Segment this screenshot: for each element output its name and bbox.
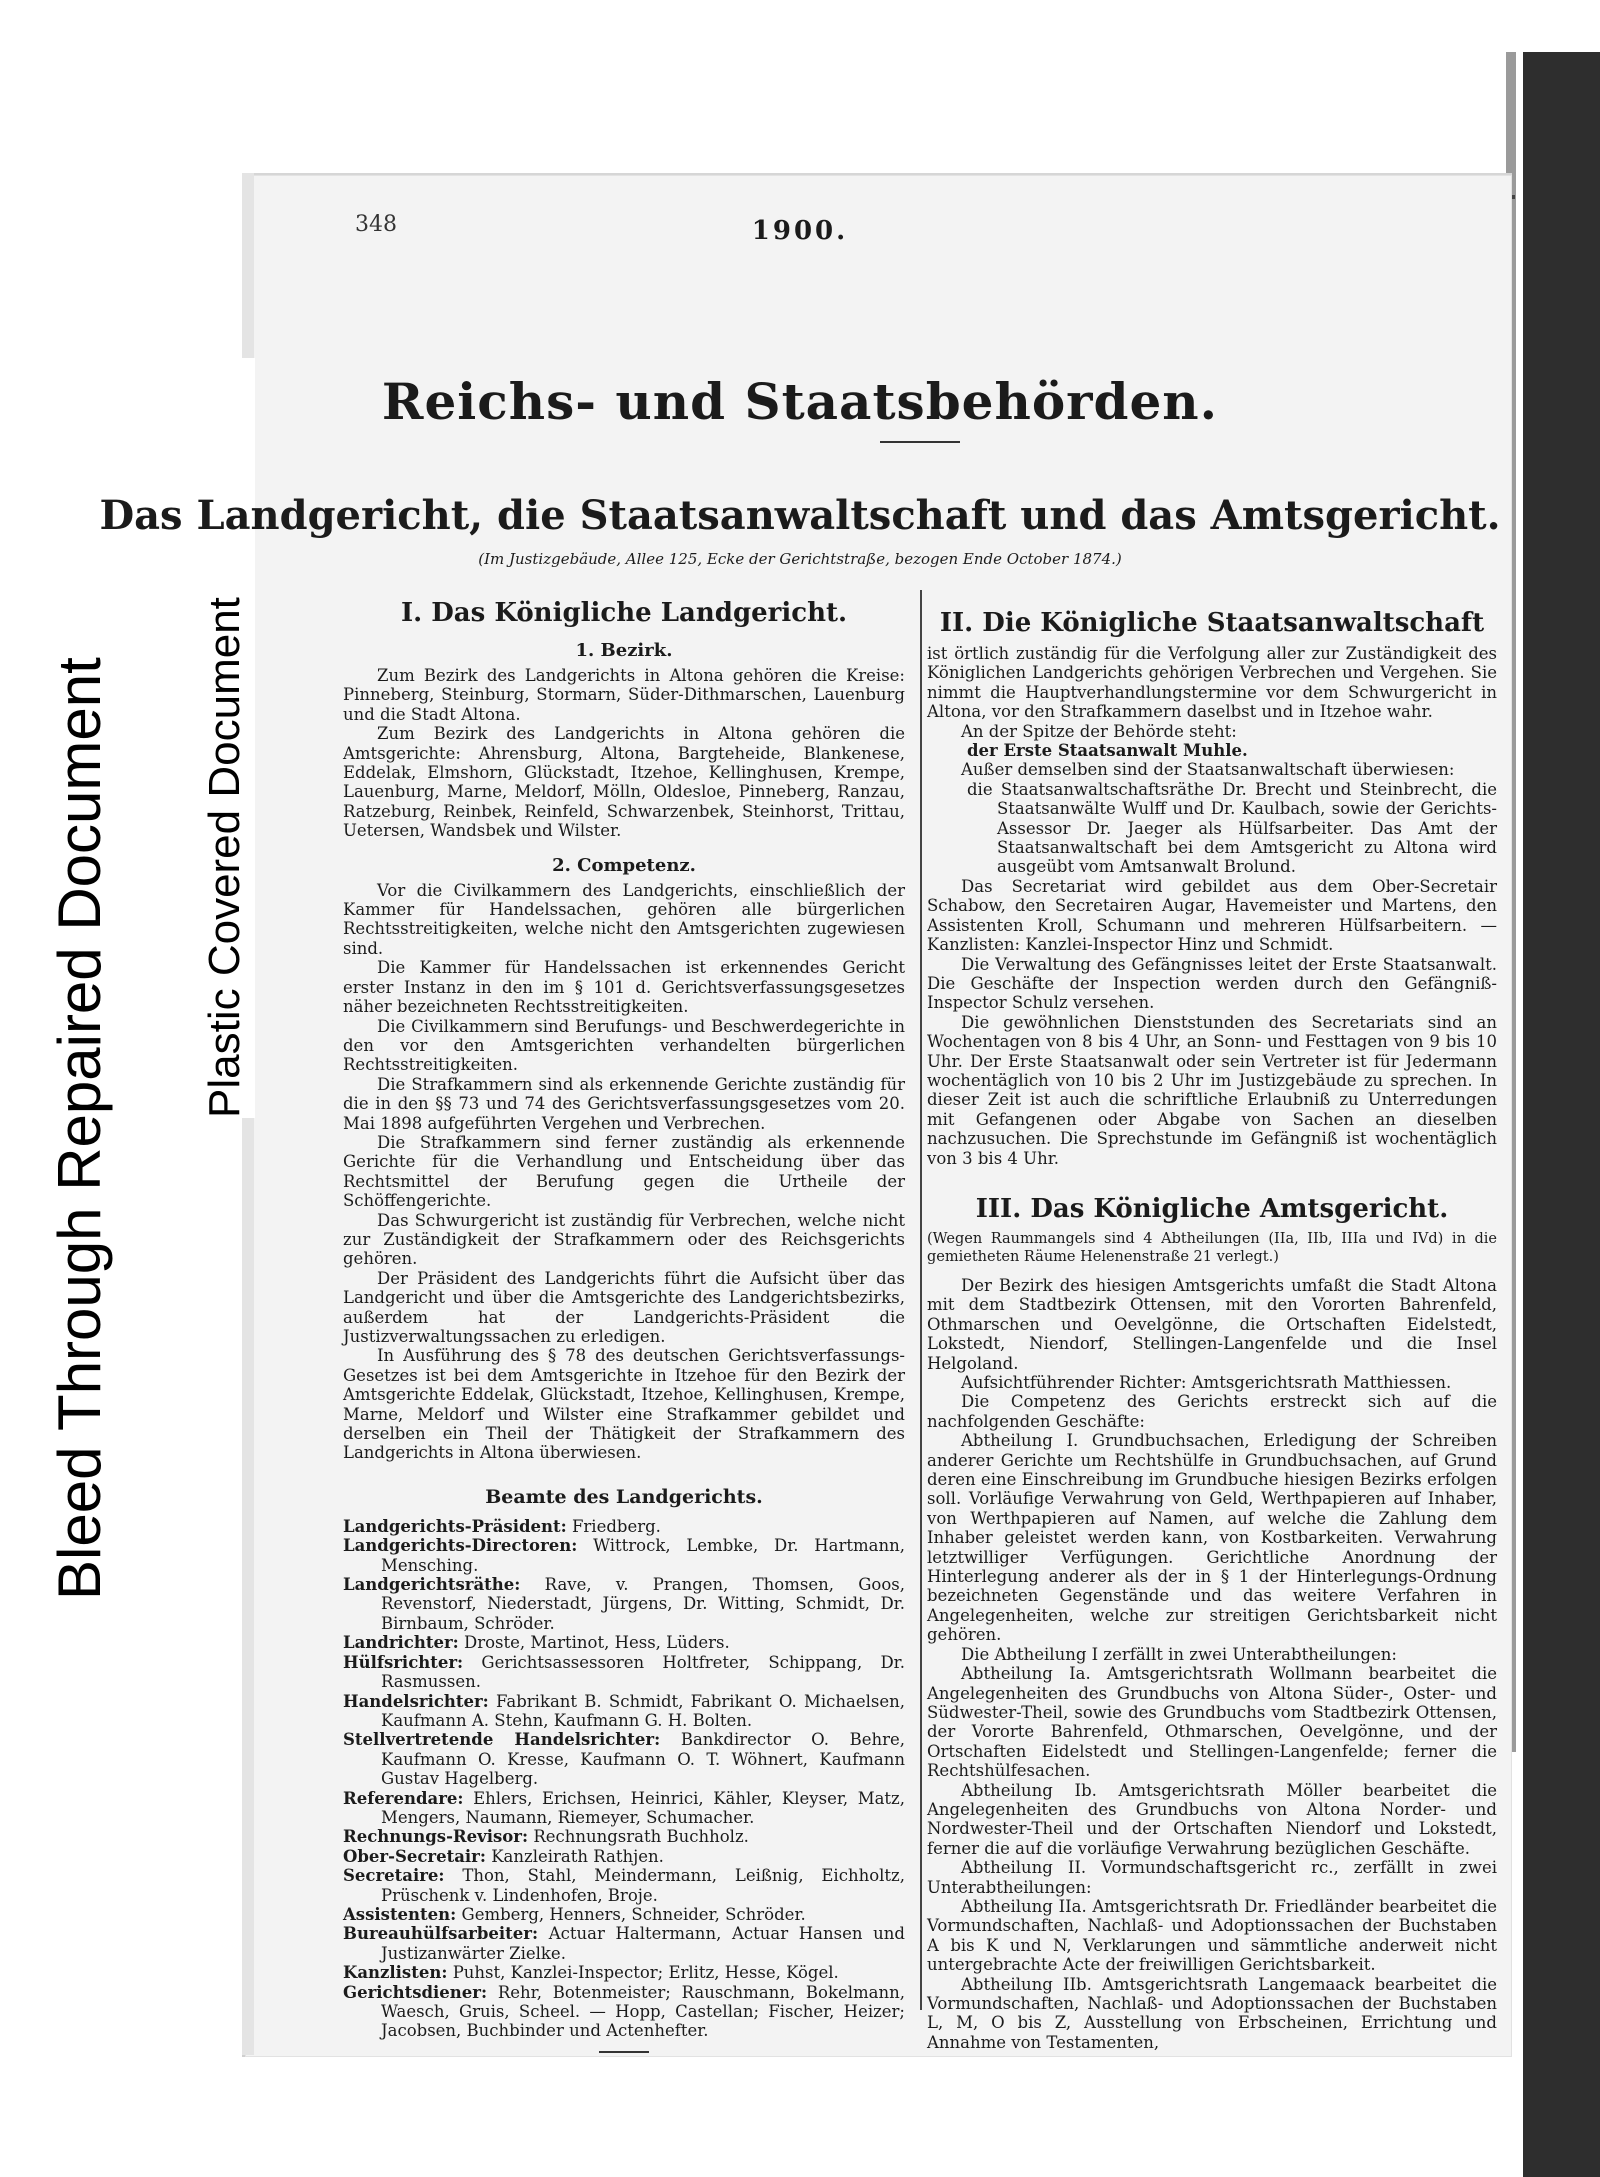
paragraph: Abtheilung IIa. Amtsgerichtsrath Dr. Friedländer bearbeitet die Vormundschaften, Nachlaß- und Adoptionssachen der Buchstaben A bis K und N, Verklarungen und sämmtliche anderweit nicht untergebrachte Acte der freiwilligen Gerichtsbarkeit. [927,1896,1497,1975]
paragraph: Abtheilung I. Grundbuchsachen, Erledigung der Schreiben anderer Gerichte um Rechtshülfe in Grundbuchsachen, auf Grund deren eine Einschreibung im Grundbuche hiesigen Bezirks erfolgen soll. Vorläufige Verwahrung von Geld, Werthpapieren auf Inhaber, von Werthpapieren auf Namen, auf welche die Zahlung dem Inhaber geleistet werden kann, von Kostbarkeiten. Verwahrung letztwilliger Verfügungen. Gerichtliche Anordnung der Hinterlegung anderer als der in § 1 der Hinterlegungs-Ordnung bezeichneten Gegenstände und das weitere Verfahren in Angelegenheiten, welche zur streitigen Gerichtsbarkeit nicht gehören. [927,1431,1497,1645]
section-note: (Im Justizgebäude, Allee 125, Ecke der Gerichtstraße, bezogen Ende October 1874.) [478,550,1122,568]
competenz-heading: 2. Competenz. [552,854,696,876]
staff-entry: Landgerichts-Directoren: Wittrock, Lembke, Dr. Hartmann, Mensching. [343,1536,905,1575]
staff-entry: Secretaire: Thon, Stahl, Meindermann, Leißnig, Eichholtz, Prüschenk v. Lindenhofen, Broje. [343,1866,905,1905]
side-label-inner: Plastic Covered Document [195,358,255,1118]
paragraph: Das Schwurgericht ist zuständig für Verbrechen, welche nicht zur Zuständigkeit der Strafkammern oder des Reichsgerichts gehören. [343,1210,905,1269]
paragraph: Abtheilung IIb. Amtsgerichtsrath Langemaack bearbeitet die Vormundschaften, Nachlaß- und Adoptionssachen der Buchstaben L, M, O bis Z, Ausstellung von Erbscheinen, Errichtung und Annahme von Testamenten, [927,1974,1497,2052]
staff-entry: Stellvertretende Handelsrichter: Bankdirector O. Behre, Kaufmann O. Kresse, Kaufmann O. T. Wöhnert, Kaufmann Gustav Hagelberg. [343,1730,906,1789]
landgericht-heading: I. Das Königliche Landgericht. [400,598,848,628]
staff-entry: Referendare: Ehlers, Erichsen, Heinrici, Kähler, Kleyser, Matz, Mengers, Naumann, Riemeyer, Schumacher. [343,1788,905,1827]
paragraph: Außer demselben sind der Staatsanwaltschaft überwiesen: [961,760,1455,780]
page-year: 1900. [751,216,849,246]
staff-entry: Ober-Secretair: Kanzleirath Rathjen. [343,1846,664,1866]
staatsanwaltschaft-heading: II. Die Königliche Staatsanwaltschaft [939,608,1485,638]
paragraph: Die Strafkammern sind als erkennende Gerichte zuständig für die in den §§ 73 und 74 des Gerichtsverfassungsgesetzes vom 20. Mai 1898 aufgeführten Vergehen und Verbrechen. [343,1074,905,1133]
page-number: 348 [355,212,397,237]
paragraph: ist örtlich zuständig für die Verfolgung aller zur Zuständigkeit des Königlichen Landgerichts gehörigen Verbrechen und Vergehen. Sie nimmt die Hauptverhandlungstermine vor dem Schwurgericht in Altona, vor den Strafkammern daselbst und in Itzehoe wahr. [927,644,1497,722]
end-divider [599,2051,649,2053]
paragraph: Das Secretariat wird gebildet aus dem Ober-Secretair Schabow, den Secretairen Augar, Havemeister und Martens, den Assistenten Kroll, Schumann und mehreren Hülfsarbeitern. — Kanzlisten: Kanzlei-Inspector Hinz und Schmidt. [927,876,1497,955]
amtsgericht-heading: III. Das Königliche Amtsgericht. [975,1193,1449,1224]
staff-entry: Landgerichtsräthe: Rave, v. Prangen, Thomsen, Goos, Revenstorf, Niederstadt, Jürgens, Dr. Witting, Schmidt, Dr. Birnbaum, Schröder. [343,1575,905,1633]
paragraph: Die Abtheilung I zerfällt in zwei Unterabtheilungen: [961,1644,1397,1664]
staff-entry: Handelsrichter: Fabrikant B. Schmidt, Fabrikant O. Michaelsen, Kaufmann A. Stehn, Kaufmann G. H. Bolten. [343,1691,905,1730]
paragraph: der Erste Staatsanwalt Muhle. [967,741,1248,761]
paragraph: Abtheilung Ib. Amtsgerichtsrath Möller bearbeitet die Angelegenheiten des Grundbuchs von Altona Norder- und Nordwester-Theil und der Ortschaften Niendorf und Lokstedt, ferner die auf die vorläufige Verwahrung bezüglichen Geschäfte. [927,1780,1497,1858]
staff-entry: Bureauhülfsarbeiter: Actuar Haltermann, Actuar Hansen und Justizanwärter Zielke. [343,1924,905,1963]
scanner-edge-dark [1523,52,1600,2177]
staff-entry: Hülfsrichter: Gerichtsassessoren Holtfreter, Schippang, Dr. Rasmussen. [343,1652,905,1692]
paragraph: Aufsichtführender Richter: Amtsgerichtsrath Matthiessen. [961,1373,1452,1392]
column-divider [920,590,922,2010]
right-column [927,606,1497,2052]
paragraph: Die Civilkammern sind Berufungs- und Beschwerdegerichte in den vor den Amtsgerichten verhandelten bürgerlichen Rechtsstreitigkeiten. [343,1016,905,1075]
paragraph: die Staatsanwaltschaftsräthe Dr. Brecht und Steinbrecht, die Staatsanwälte Wulff und Dr. Kaulbach, sowie der Gerichts-Assessor Dr. Jaeger als Hülfsarbeiter. Das Amt der Staatsanwaltschaft bei dem Amtsgericht zu Altona wird ausgeübt vom Amtsanwalt Brolund. [967,779,1497,877]
paragraph: Die gewöhnlichen Dienststunden des Secretariats sind an Wochentagen von 8 bis 4 Uhr, an Sonn- und Festtagen von 9 bis 10 Uhr. Der Erste Staatsanwalt oder sein Vertreter ist für Jedermann wochentäglich von 10 bis 2 Uhr im Justizgebäude zu sprechen. In dieser Zeit ist auch die schriftliche Erlaubniß zu Unterredungen mit Gefangenen oder Abgabe von Sachen an dieselben nachzusuchen. Die Sprechstunde im Gefängniß ist wochentäglich von 3 bis 4 Uhr. [927,1012,1497,1168]
paragraph: An der Spitze der Behörde steht: [961,721,1237,741]
paragraph: In Ausführung des § 78 des deutschen Gerichtsverfassungs-Gesetzes ist bei dem Amtsgerichte in Itzehoe für den Bezirk der Amtsgerichte Eddelak, Glückstadt, Itzehoe, Kellinghusen, Krempe, Marne, Meldorf und Wilster eine Strafkammer gebildet und derselben ein Theil der Thätigkeit der Strafkammern des Landgerichts in Altona überwiesen. [343,1346,905,1463]
staff-entry: Rechnungs-Revisor: Rechnungsrath Buchholz. [343,1827,749,1847]
paragraph: Der Präsident des Landgerichts führt die Aufsicht über das Landgericht und über die Amtsgerichte des Landgerichtsbezirks, außerdem hat der Landgerichts-Präsident die Justizverwaltungssachen zu erledigen. [343,1268,905,1346]
paragraph: Abtheilung Ia. Amtsgerichtsrath Wollmann bearbeitet die Angelegenheiten des Grundbuchs von Altona Süder-, Oster- und Südwester-Theil, sowie des Grundbuchs vom Stadtbezirk Ottensen, der Vororte Bahrenfeld, Othmarschen, Oevelgönne, und der Ortschaften Eidelstedt und Stellingen-Langenfelde; ferner die Rechtshülfesachen. [927,1664,1497,1781]
paragraph: Die Verwaltung des Gefängnisses leitet der Erste Staatsanwalt. Die Geschäfte der Inspection werden durch den Gefängniß-Inspector Schulz versehen. [927,954,1497,1013]
paragraph: Vor die Civilkammern des Landgerichts, einschließlich der Kammer für Handelssachen, gehören alle bürgerlichen Rechtsstreitigkeiten, welche nicht den Amtsgerichten zugewiesen sind. [343,880,905,958]
left-column [343,596,905,2053]
paragraph: Der Bezirk des hiesigen Amtsgerichts umfaßt die Stadt Altona mit dem Stadtbezirk Ottensen, mit den Vororten Bahrenfeld, Othmarschen und Oevelgönne, die Ortschaften Eidelstedt, Lokstedt, Niendorf, Stellingen-Langenfelde und die Insel Helgoland. [927,1275,1497,1373]
paragraph: Zum Bezirk des Landgerichts in Altona gehören die Amtsgerichte: Ahrensburg, Altona, Bargteheide, Blankenese, Eddelak, Elmshorn, Glückstadt, Itzehoe, Kellinghusen, Krempe, Lauenburg, Marne, Meldorf, Mölln, Oldesloe, Pinneberg, Ranzau, Ratzeburg, Reinbek, Reinfeld, Schwarzenbek, Steinhorst, Trittau, Uetersen, Wandsbek und Wilster. [343,724,905,841]
paragraph: Die Competenz des Gerichts erstreckt sich auf die nachfolgenden Geschäfte: [927,1392,1497,1431]
title-divider [880,441,960,443]
bezirk-heading: 1. Bezirk. [575,640,673,661]
page-title: Reichs- und Staatsbehörden. [381,372,1219,431]
side-label-outer: Bleed Through Repaired Document [40,110,120,1610]
staff-entry: Kanzlisten: Puhst, Kanzlei-Inspector; Erlitz, Hesse, Kögel. [343,1963,839,1983]
staff-entry: Assistenten: Gemberg, Henners, Schneider, Schröder. [343,1904,806,1924]
beamte-heading: Beamte des Landgerichts. [485,1485,763,1508]
paragraph: Die Strafkammern sind ferner zuständig als erkennende Gerichte für die Verhandlung und Entscheidung über das Rechtsmittel der Berufung gegen die Urtheile der Schöffengerichte. [343,1132,905,1211]
paragraph: Abtheilung II. Vormundschaftsgericht rc., zerfällt in zwei Unterabtheilungen: [927,1858,1497,1897]
amtsgericht-note: (Wegen Raummangels sind 4 Abtheilungen (IIa, IIb, IIIa und IVd) in die gemietheten Räume Helenenstraße 21 verlegt.) [927,1230,1497,1265]
paragraph: Die Kammer für Handelssachen ist erkennendes Gericht erster Instanz in den im § 101 d. Gerichtsverfassungsgesetzes näher bezeichneten Rechtsstreitigkeiten. [343,958,905,1017]
staff-entry: Landrichter: Droste, Martinot, Hess, Lüders. [343,1633,730,1653]
staff-entry: Landgerichts-Präsident: Friedberg. [343,1516,661,1536]
paragraph: Zum Bezirk des Landgerichts in Altona gehören die Kreise: Pinneberg, Steinburg, Stormarn, Süder-Dithmarschen, Lauenburg und die Stadt Altona. [343,666,905,724]
section-title: Das Landgericht, die Staatsanwaltschaft und das Amtsgericht. [99,492,1501,539]
staff-entry: Gerichtsdiener: Rehr, Botenmeister; Rauschmann, Bokelmann, Waesch, Gruis, Scheel. — Hopp, Castellan; Fischer, Heizer; Jacobsen, Buchbinder und Actenhefter. [343,1982,905,2041]
